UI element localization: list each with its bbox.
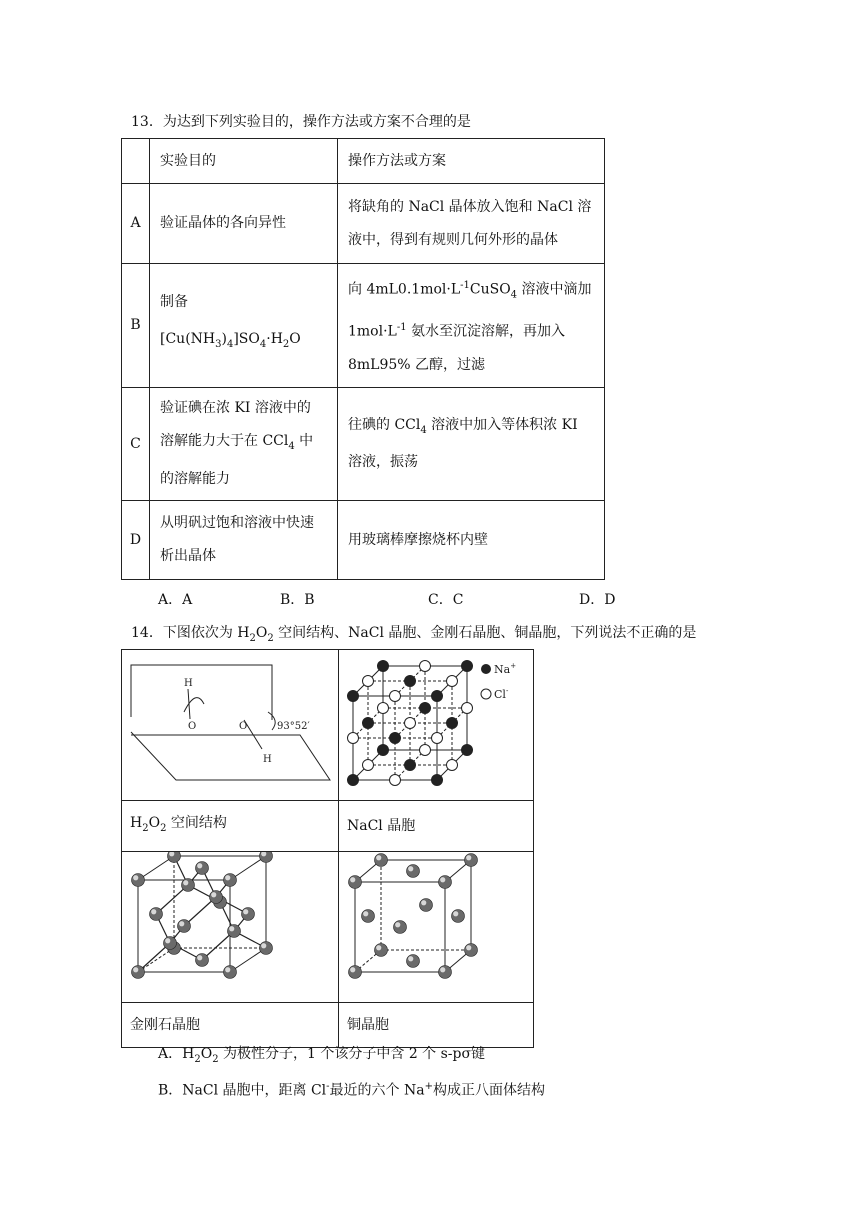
carbon-atom <box>196 953 209 966</box>
row-label: C <box>122 388 150 501</box>
table-row-d <box>122 501 605 580</box>
cl-ion <box>363 760 374 771</box>
copper-atom <box>465 943 478 956</box>
diamond-cell-diagram <box>122 852 338 998</box>
table-row-c <box>122 388 605 501</box>
carbon-atom <box>196 861 209 874</box>
table-row-b <box>122 264 605 388</box>
copper-atom <box>452 909 465 922</box>
header-method: 操作方法或方案 <box>338 139 605 184</box>
copper-atom <box>439 875 452 888</box>
row-method: 将缺角的 NaCl 晶体放入饱和 NaCl 溶 液中，得到有规则几何外形的晶体 <box>338 184 605 264</box>
carbon-atom <box>224 965 237 978</box>
carbon-atom <box>228 924 241 937</box>
question-14-stem: 14．下图依次为 $H_2O_2$ 空间结构、NaCl 晶胞、金刚石晶胞、铜晶胞，下列说法不正确的是 <box>131 625 697 644</box>
method-line-3: 8mL95% 乙醇，过滤 <box>348 357 486 374</box>
diamond-figure <box>122 851 339 1002</box>
method-line-2: $1mol\cdot L^{-1}$ 氨水至沉淀溶解，再加入 <box>348 322 566 341</box>
copper-atom <box>407 954 420 967</box>
h-atom-top-label: H <box>184 678 193 689</box>
choice-a[interactable]: A．$H_2O_2$ 为极性分子，1 个该分子中含 2 个 s-pσ键 <box>158 1046 486 1065</box>
cl-ion <box>390 775 401 786</box>
nacl-figure <box>339 650 534 801</box>
row-method <box>338 264 605 388</box>
choice-b[interactable]: B．NaCl 晶胞中，距离 Cl-最近的六个 Na+构成正八面体结构 <box>158 1081 545 1099</box>
na-legend-icon <box>481 664 491 674</box>
row-method: 用玻璃棒摩擦烧杯内壁 <box>338 501 605 580</box>
question-13-stem: 13．为达到下列实验目的，操作方法或方案不合理的是 <box>131 114 471 130</box>
na-ion <box>390 733 401 744</box>
na-ion <box>462 745 473 756</box>
carbon-atom <box>242 907 255 920</box>
na-ion <box>447 718 458 729</box>
copper-atom <box>439 965 452 978</box>
carbon-atom <box>150 907 163 920</box>
cl-ion <box>363 676 374 687</box>
na-ion <box>348 775 359 786</box>
cl-legend-icon <box>481 689 491 699</box>
structure-figure-grid <box>121 649 534 1048</box>
na-ion <box>432 775 443 786</box>
cl-ion <box>420 661 431 672</box>
na-ion <box>432 691 443 702</box>
cl-ion <box>405 718 416 729</box>
row-label: A <box>122 184 150 264</box>
option-a[interactable]: A．A <box>158 592 193 608</box>
na-ion <box>363 718 374 729</box>
header-goal: 实验目的 <box>150 139 338 184</box>
row-label: D <box>122 501 150 580</box>
copper-atom <box>407 864 420 877</box>
carbon-atom <box>132 873 145 886</box>
cl-ion <box>348 733 359 744</box>
cl-ion <box>447 760 458 771</box>
na-ion <box>378 745 389 756</box>
table-row-a <box>122 184 605 264</box>
copper-atom <box>420 898 433 911</box>
cl-ion <box>378 703 389 714</box>
row-label: B <box>122 264 150 388</box>
carbon-atom <box>132 965 145 978</box>
na-ion <box>462 661 473 672</box>
carbon-atom <box>260 941 273 954</box>
h2o2-caption: $H_2O_2$ 空间结构 <box>122 801 339 852</box>
carbon-atom <box>178 919 191 932</box>
nacl-cell-diagram <box>339 650 533 796</box>
cl-ion <box>432 733 443 744</box>
option-b[interactable]: B．B <box>280 592 315 608</box>
row-method: 往碘的 CCl$_4$ 溶液中加入等体积浓 KI 溶液，振荡 <box>338 388 605 501</box>
h2o2-figure <box>122 650 339 801</box>
copper-caption: 铜晶胞 <box>339 1002 534 1047</box>
na-ion <box>420 703 431 714</box>
copper-atom <box>375 853 388 866</box>
na-ion <box>405 676 416 687</box>
cl-ion <box>420 745 431 756</box>
o-atom-label-1: O <box>188 721 197 732</box>
o-atom-label-2: O <box>239 721 248 732</box>
dihedral-angle-label: 93°52′ <box>277 721 310 732</box>
copper-atom <box>394 920 407 933</box>
cl-ion <box>462 703 473 714</box>
option-c[interactable]: C．C <box>428 592 464 608</box>
row-goal: 验证碘在浓 KI 溶液中的 溶解能力大于在 CCl$_4$ 中 的溶解能力 <box>150 388 338 501</box>
cl-ion <box>390 691 401 702</box>
h2o2-structure-diagram <box>122 650 338 796</box>
copper-cell-diagram <box>339 852 533 998</box>
table-header-row <box>122 139 605 184</box>
carbon-atom <box>210 890 223 903</box>
copper-atom <box>362 909 375 922</box>
experiment-table <box>121 138 605 580</box>
nacl-caption: NaCl 晶胞 <box>339 801 534 852</box>
row-goal: 从明矾过饱和溶液中快速 析出晶体 <box>150 501 338 580</box>
copper-atom <box>349 875 362 888</box>
na-ion <box>405 760 416 771</box>
copper-atom <box>465 853 478 866</box>
h-atom-bottom-label: H <box>263 754 272 765</box>
copper-atom <box>375 943 388 956</box>
cl-legend-label: Cl- <box>494 687 509 701</box>
na-ion <box>378 661 389 672</box>
copper-figure <box>339 851 534 1002</box>
copper-atom <box>349 965 362 978</box>
row-goal: 验证晶体的各向异性 <box>150 184 338 264</box>
formula-cu-complex: $[Cu(NH_3)_4]SO_4\cdot H_2O$ <box>160 331 301 350</box>
carbon-atom <box>164 936 177 949</box>
carbon-atom <box>182 878 195 891</box>
header-blank <box>122 139 150 184</box>
option-d[interactable]: D．D <box>579 592 616 608</box>
cl-ion <box>447 676 458 687</box>
method-line-1: 向 $4mL0.1mol\cdot L^{-1}CuSO_4$ 溶液中滴加 <box>348 279 592 301</box>
na-ion <box>348 691 359 702</box>
row-goal: 制备 $[Cu(NH_3)_4]SO_4\cdot H_2O$ <box>150 264 338 388</box>
diamond-caption: 金刚石晶胞 <box>122 1002 339 1047</box>
carbon-atom <box>224 873 237 886</box>
na-legend-label: Na+ <box>494 662 517 676</box>
